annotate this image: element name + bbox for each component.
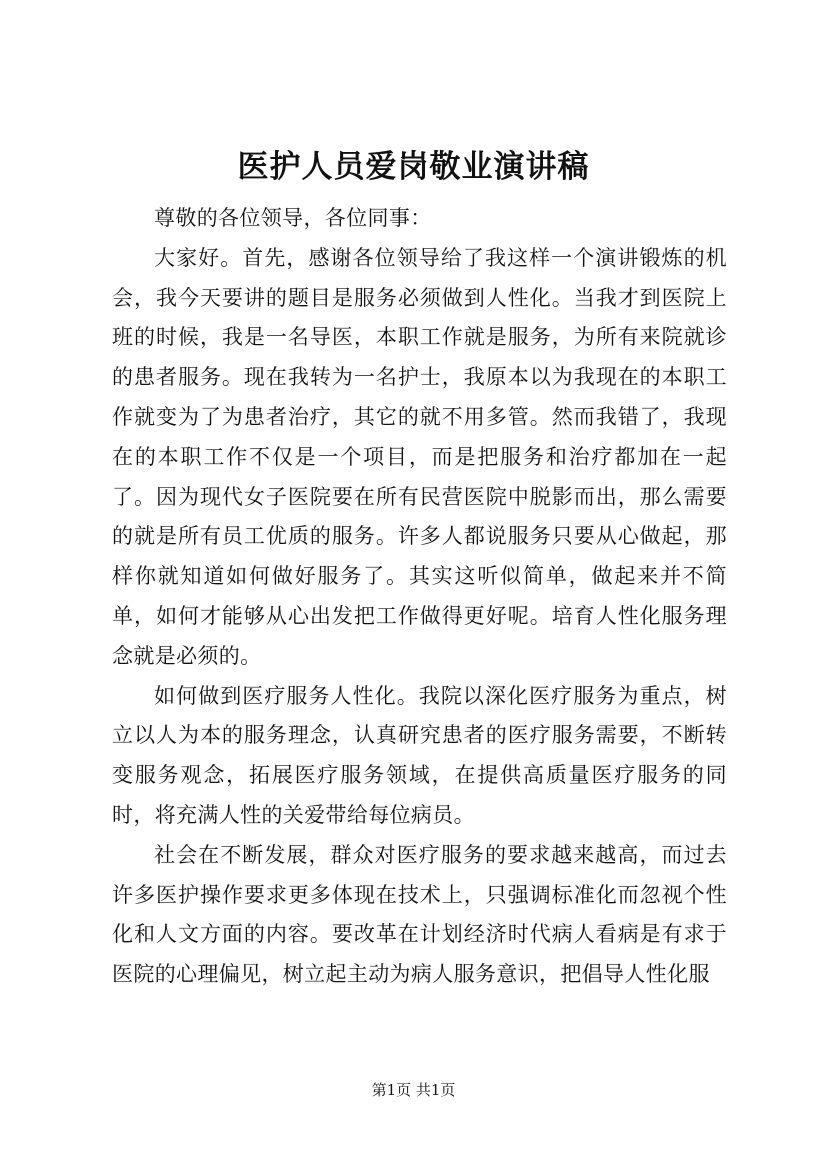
document-body [112, 199, 727, 995]
body-paragraph: 社会在不断发展，群众对医疗服务的要求越来越高，而过去许多医护操作要求更多体现在技术上，只强调标准化而忽视个性化和人文方面的内容。要改革在计划经济时代病人看病是有求于医院的心理偏见，树立起主动为病人服务意识，把倡导人性化服 [112, 842, 727, 987]
salutation-paragraph: 尊敬的各位领导，各位同事： [154, 206, 432, 230]
document-title: 医护人员爱岗敬业演讲稿 [237, 149, 590, 185]
body-paragraph: 如何做到医疗服务人性化。我院以深化医疗服务为重点，树立以人为本的服务理念，认真研究患者的医疗服务需要，不断转变服务观念，拓展医疗服务领域，在提供高质量医疗服务的同时，将充满人性的关爱带给每位病员。 [112, 683, 727, 827]
body-paragraph: 大家好。首先，感谢各位领导给了我这样一个演讲锻炼的机会，我今天要讲的题目是服务必须做到人性化。当我才到医院上班的时候，我是一名导医，本职工作就是服务，为所有来院就诊的患者服务。现在我转为一名护士，我原本以为我现在的本职工作就变为了为患者治疗，其它的就不用多管。然而我错了，我现在的本职工作不仅是一个项目，而是把服务和治疗都加在一起了。因为现代女子医院要在所有民营医院中脱影而出，那么需要的就是所有员工优质的服务。许多人都说服务只要从心做起，那样你就知道如何做好服务了。其实这听似简单，做起来并不简单，如何才能够从心出发把工作做得更好呢。培育人性化服务理念就是必须的。 [112, 245, 727, 668]
page-footer: 第1页 共1页 [371, 1081, 456, 1099]
